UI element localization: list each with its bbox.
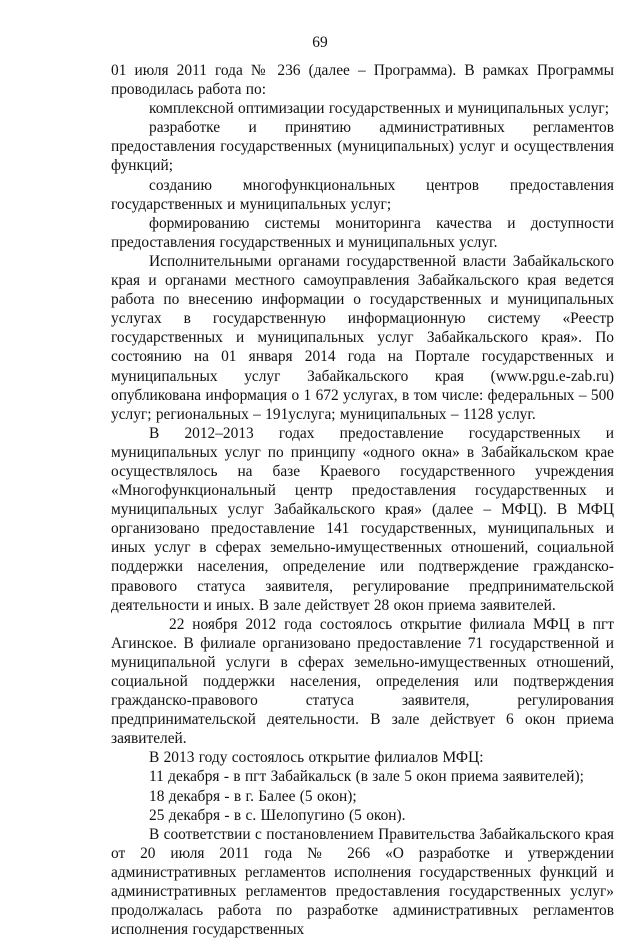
paragraph-9: В 2013 году состоялось открытие филиалов МФЦ: [149,749,484,767]
body-text [111,61,614,939]
paragraph-13: В соответствии с постановлением Правительства Забайкальского края от 20 июля 2011 года № 266 «О разработке и утверждении административных регламентов исполнения государственных функций и административных регламентов предоставления государственных услуг» продолжалась работа по разработке административных регламентов исполнения государственных [111,825,614,939]
paragraph-7: В 2012–2013 годах предоставление государственных и муниципальных услуг по принципу «одного окна» в Забайкальском крае осуществлялось на базе Краевого государственного учреждения «Многофункциональный центр предоставления государственных и муниципальных услуг Забайкальского края» (далее – МФЦ). В МФЦ организовано предоставление 141 государственных, муниципальных и иных услуг в сферах земельно-имущественных отношений, социальной поддержки населения, определение или подтверждение гражданско-правового статуса заявителя, регулирование предпринимательской деятельности и иных. В зале действует 28 окон приема заявителей. [111,424,614,614]
paragraph-2: комплексной оптимизации государственных и муниципальных услуг; [149,100,609,118]
paragraph-5: формированию системы мониторинга качества и доступности предоставления государственных и муниципальных услуг. [111,214,614,251]
paragraph-3: разработке и принятию административных регламентов предоставления государственных (муниципальных) услуг и осуществления функций; [111,119,614,175]
paragraph-6: Исполнительными органами государственной власти Забайкальского края и органами местного самоуправления Забайкальского края ведется работа по внесению информации о государственных и муниципальных услугах в государственную информационную систему «Реестр государственных и муниципальных услуг Забайкальского края». По состоянию на 01 января 2014 года на Портале государственных и муниципальных услуг Забайкальского края (www.pgu.e-zab.ru) опубликована информация о 1 672 услугах, в том числе: федеральных – 500 услуг; региональных – 191услуга; муниципальных – 1128 услуг. [111,252,614,423]
paragraph-11: 18 декабря - в г. Балее (5 окон); [149,787,357,805]
paragraph-12: 25 декабря - в с. Шелопугино (5 окон). [149,806,406,824]
page-number: 69 [312,34,328,51]
paragraph-10: 11 декабря - в пгт Забайкальск (в зале 5 окон приема заявителей); [149,768,584,786]
paragraph-8: 22 ноября 2012 года состоялось открытие филиала МФЦ в пгт Агинское. В филиале организовано предоставление 71 государственной и муниципальной услуги в сферах земельно-имущественных отношений, социальной поддержки населения, определения или подтверждения гражданско-правового статуса заявителя, регулирования предпринимательской деятельности. В зале действует 6 окон приема заявителей. [111,615,614,748]
paragraph-1: 01 июля 2011 года № 236 (далее – Программа). В рамках Программы проводилась работа по: [111,62,614,99]
paragraph-4: созданию многофункциональных центров предоставления государственных и муниципальных услуг; [111,176,614,213]
